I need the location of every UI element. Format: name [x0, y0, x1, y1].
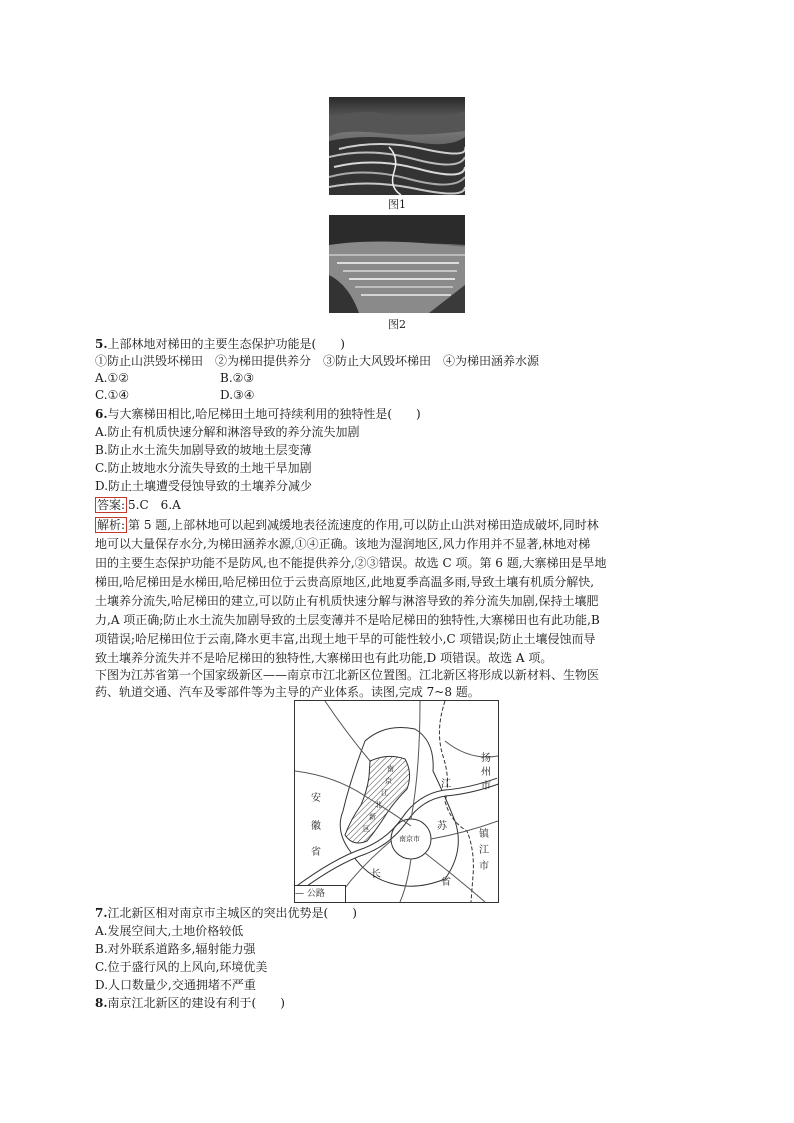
map-label-xinqu-2: 京	[385, 777, 392, 785]
analysis-line-7: 项错误;哈尼梯田位于云南,降水更丰富,出现土地干旱的可能性较小,C 项错误;防止土壤侵蚀而导	[95, 632, 596, 646]
question-number: 8.	[95, 996, 108, 1010]
question-number: 6.	[95, 407, 108, 421]
analysis-line-6: 力,A 项正确;防止水土流失加剧导致的土层变薄并不是哈尼梯田的独特性,大寨梯田也有此功能,B	[95, 613, 600, 627]
question-text: 南京江北新区的建设有利于( )	[107, 996, 285, 1010]
analysis-line-3: 田的主要生态保护功能不是防风,也不能提供养分,②③错误。故选 C 项。第 6 题,大寨梯田是旱地	[95, 556, 607, 570]
option-d[interactable]: D.人口数量少,交通拥堵不严重	[95, 978, 256, 992]
map-label-nanjing: 南京市	[399, 835, 420, 843]
map-label-yangzhou-3: 市	[481, 781, 491, 792]
option-b[interactable]: B.对外联系道路多,辐射能力强	[95, 942, 256, 956]
map-label-yangzhou-2: 州	[481, 767, 491, 778]
terraced-fields-photo-2	[329, 215, 465, 313]
map-label-xinqu-5: 新	[369, 813, 376, 821]
map-legend	[295, 885, 346, 902]
option-a[interactable]: A.①②	[95, 371, 129, 385]
map-label-jiangsu-1: 江	[441, 779, 451, 790]
option-c[interactable]: C.①④	[95, 388, 130, 402]
answer-tag: 答案:	[97, 498, 126, 512]
intro-line-1: 下图为江苏省第一个国家级新区——南京市江北新区位置图。江北新区将形成以新材料、生物医	[95, 668, 600, 682]
question-5-options-row-1	[95, 370, 699, 387]
map-label-zhenjiang-1: 镇	[479, 829, 489, 840]
map-label-xinqu-6: 区	[363, 825, 370, 833]
option-a[interactable]: A.发展空间大,土地价格较低	[95, 924, 244, 938]
question-6-stem	[95, 406, 699, 423]
map-label-river: 长	[371, 869, 381, 880]
question-number: 5.	[95, 337, 108, 351]
option-c[interactable]: C.位于盛行风的上风向,环境优美	[95, 960, 268, 974]
option-c[interactable]: C.防止坡地水分流失导致的土地干旱加剧	[95, 461, 312, 475]
map-label-xinqu-4: 北	[375, 801, 382, 809]
question-text: 与大寨梯田相比,哈尼梯田土地可持续利用的独特性是( )	[107, 407, 421, 421]
option-b[interactable]: B.②③	[220, 371, 255, 385]
map-label-anhui-1: 安	[311, 793, 321, 804]
question-number: 7.	[95, 906, 108, 920]
figure-1-caption: 图1	[388, 198, 406, 211]
question-5-stem	[95, 336, 699, 353]
map-label-jiangsu-2: 苏	[437, 821, 447, 832]
terraced-fields-photo-1	[329, 97, 465, 195]
option-d[interactable]: D.防止土壤遭受侵蚀导致的土壤养分减少	[95, 479, 313, 493]
analysis-line-8: 致土壤养分流失并不是哈尼梯田的独特性,大寨梯田也有此功能,D 项错误。故选 A 项。	[95, 651, 553, 665]
map-label-anhui-3: 省	[311, 847, 321, 858]
map-label-jiangsu-3: 省	[441, 877, 451, 888]
figure-2-caption: 图2	[388, 318, 406, 331]
analysis-line-1	[95, 517, 699, 534]
answer-line	[95, 497, 699, 514]
option-a[interactable]: A.防止有机质快速分解和淋溶导致的养分流失加剧	[95, 425, 360, 439]
analysis-line-5: 土壤养分流失,哈尼梯田的建立,可以防止有机质快速分解与淋溶导致的养分流失加剧,保持土壤肥	[95, 594, 599, 608]
map-label-zhenjiang-3: 市	[479, 861, 489, 872]
question-5-statements: ①防止山洪毁坏梯田 ②为梯田提供养分 ③防止大风毁坏梯田 ④为梯田涵养水源	[95, 354, 540, 368]
question-text: 上部林地对梯田的主要生态保护功能是( )	[107, 337, 345, 351]
map-label-yangzhou-1: 扬	[481, 753, 491, 764]
map-label-anhui-2: 徽	[311, 821, 321, 832]
question-7-stem	[95, 905, 699, 922]
option-d[interactable]: D.③④	[220, 388, 255, 402]
analysis-text: 第 5 题,上部林地可以起到减缓地表径流速度的作用,可以防止山洪对梯田造成破坏,同时林	[128, 518, 599, 532]
map-label-xinqu-1: 南	[387, 765, 394, 773]
analysis-tag: 解析:	[97, 518, 126, 532]
map-label-xinqu-3: 江	[381, 789, 388, 797]
map-drawing	[295, 701, 498, 902]
jiangbei-location-map	[294, 700, 499, 903]
answer-text: 5.C 6.A	[128, 498, 181, 512]
analysis-line-2: 地可以大量保存水分,为梯田涵养水源,①④正确。该地为湿润地区,风力作用并不显著,林地对梯	[95, 537, 591, 551]
map-label-zhenjiang-2: 江	[479, 845, 489, 856]
option-b[interactable]: B.防止水土流失加剧导致的坡地土层变薄	[95, 443, 312, 457]
analysis-line-4: 梯田,哈尼梯田是水梯田,哈尼梯田位于云贵高原地区,此地夏季高温多雨,导致土壤有机质分解快,	[95, 575, 595, 589]
legend-road: — 公路	[295, 889, 325, 899]
question-text: 江北新区相对南京市主城区的突出优势是( )	[107, 906, 357, 920]
intro-line-2: 药、轨道交通、汽车及零部件等为主导的产业体系。读图,完成 7~8 题。	[95, 685, 480, 699]
question-5-options-row-2	[95, 387, 699, 404]
question-8-stem	[95, 995, 699, 1012]
